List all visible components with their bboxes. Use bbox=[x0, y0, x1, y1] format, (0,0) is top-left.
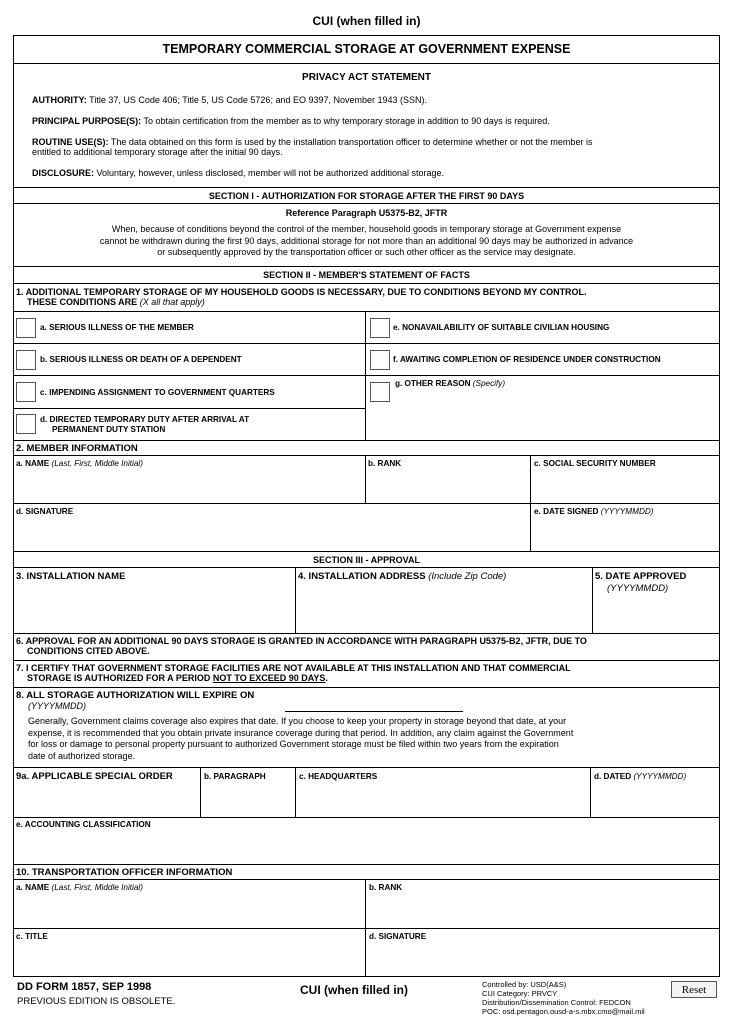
officer-name-text: a. NAME bbox=[16, 883, 50, 892]
item-8-line-3: for loss or damage to personal property pursuant to authorized Government storage must be filed within two years from the expiration bbox=[28, 739, 559, 749]
checkbox-e[interactable] bbox=[370, 318, 390, 338]
item-1-statement bbox=[16, 288, 716, 307]
option-c-label: c. IMPENDING ASSIGNMENT TO GOVERNMENT QUARTERS bbox=[40, 388, 275, 397]
checkbox-c[interactable] bbox=[16, 382, 36, 402]
checkbox-g[interactable] bbox=[370, 382, 390, 402]
section-3-heading: SECTION III - APPROVAL bbox=[312, 555, 420, 565]
member-signature-input[interactable] bbox=[16, 520, 526, 549]
option-g-label bbox=[395, 379, 505, 389]
installation-name-input[interactable] bbox=[16, 588, 292, 630]
option-b-label: b. SERIOUS ILLNESS OR DEATH OF A DEPENDENT bbox=[40, 355, 242, 364]
member-name-label bbox=[16, 459, 143, 469]
special-order-label: 9a. APPLICABLE SPECIAL ORDER bbox=[16, 771, 173, 782]
item-10-heading: 10. TRANSPORTATION OFFICER INFORMATION bbox=[16, 867, 233, 878]
date-signed-hint: (YYYYMMDD) bbox=[600, 507, 654, 516]
member-name-input[interactable] bbox=[16, 472, 362, 501]
reset-button[interactable]: Reset bbox=[671, 981, 717, 998]
option-e-label: e. NONAVAILABILITY OF SUITABLE CIVILIAN HOUSING bbox=[393, 323, 610, 332]
dated-input[interactable] bbox=[594, 786, 717, 815]
cui-control-block bbox=[482, 980, 645, 1016]
cui-marking-top: CUI (when filled in) bbox=[312, 14, 421, 28]
expiration-date-input[interactable] bbox=[285, 698, 463, 712]
item-7-line-2b: NOT TO EXCEED 90 DAYS bbox=[212, 672, 326, 683]
item-8-line-4: date of authorized storage. bbox=[28, 750, 136, 761]
item-1-line-2: THESE CONDITIONS ARE bbox=[27, 296, 138, 307]
dated-hint: (YYYYMMDD) bbox=[633, 772, 687, 781]
other-reason-input[interactable] bbox=[395, 392, 715, 438]
item-8-line-2: expense, it is recommended that you obtain private insurance coverage during that period. In addition, any claim against the Government bbox=[28, 727, 574, 738]
paragraph-label: b. PARAGRAPH bbox=[204, 772, 266, 781]
poc-email: POC: osd.pentagon.ousd-a-s.mbx.cmo@mail.mil bbox=[482, 1007, 645, 1016]
reference-paragraph: Reference Paragraph U5375-B2, JFTR bbox=[285, 208, 448, 218]
date-signed-label bbox=[534, 507, 654, 517]
installation-address-hint: (Include Zip Code) bbox=[428, 571, 507, 582]
cui-category: CUI Category: PRVCY bbox=[482, 989, 558, 998]
checkbox-d[interactable] bbox=[16, 414, 36, 434]
member-rank-input[interactable] bbox=[368, 472, 527, 501]
dissemination-control: Distribution/Dissemination Control: FEDCON bbox=[482, 998, 631, 1007]
checkbox-a[interactable] bbox=[16, 318, 36, 338]
date-signed-text: e. DATE SIGNED bbox=[534, 507, 599, 516]
previous-edition-note: PREVIOUS EDITION IS OBSOLETE. bbox=[17, 996, 176, 1007]
member-signature-label: d. SIGNATURE bbox=[16, 507, 74, 516]
date-approved-label bbox=[595, 571, 686, 595]
option-a-label: a. SERIOUS ILLNESS OF THE MEMBER bbox=[40, 323, 194, 332]
member-name-hint: (Last, First, Middle Initial) bbox=[51, 459, 143, 468]
installation-address-input[interactable] bbox=[298, 588, 589, 630]
member-ssn-input[interactable] bbox=[534, 472, 717, 501]
special-order-input[interactable] bbox=[16, 786, 197, 815]
accounting-classification-input[interactable] bbox=[16, 833, 717, 861]
option-g-text: g. OTHER REASON bbox=[395, 379, 471, 388]
section-1-line-1: When, because of conditions beyond the control of the member, household goods in temporary storage at Government expense bbox=[111, 224, 622, 234]
routine-value-1: The data obtained on this form is used by the installation transportation officer to determine whether or not the member is bbox=[110, 137, 593, 147]
authority-label: AUTHORITY: bbox=[32, 95, 87, 105]
item-6-line-1: 6. APPROVAL FOR AN ADDITIONAL 90 DAYS STORAGE IS GRANTED IN ACCORDANCE WITH PARAGRAPH U5375-B2, JFTR, DUE TO bbox=[16, 636, 587, 646]
installation-name-label: 3. INSTALLATION NAME bbox=[16, 571, 126, 582]
privacy-heading: PRIVACY ACT STATEMENT bbox=[302, 72, 431, 83]
officer-signature-label: d. SIGNATURE bbox=[369, 932, 427, 941]
section-1-line-3: or subsequently approved by the transportation officer or such other officer as the service may designate. bbox=[157, 247, 576, 257]
item-2-heading: 2. MEMBER INFORMATION bbox=[16, 443, 138, 454]
option-g-hint: (Specify) bbox=[472, 379, 506, 388]
member-rank-label: b. RANK bbox=[368, 459, 402, 468]
officer-signature-input[interactable] bbox=[369, 945, 717, 975]
accounting-classification-label: e. ACCOUNTING CLASSIFICATION bbox=[16, 820, 151, 829]
option-d-label bbox=[40, 415, 249, 435]
dated-text: d. DATED bbox=[594, 772, 632, 781]
item-8-heading: 8. ALL STORAGE AUTHORIZATION WILL EXPIRE ON bbox=[16, 690, 255, 701]
checkbox-f[interactable] bbox=[370, 350, 390, 370]
officer-name-input[interactable] bbox=[16, 896, 362, 926]
item-8-line-1: Generally, Government claims coverage also expires that date. If you choose to keep your property in storage beyond that date, at your bbox=[28, 716, 567, 726]
date-approved-text: 5. DATE APPROVED bbox=[595, 571, 687, 582]
installation-address-text: 4. INSTALLATION ADDRESS bbox=[298, 571, 426, 582]
officer-rank-label: b. RANK bbox=[369, 883, 403, 892]
member-ssn-label: c. SOCIAL SECURITY NUMBER bbox=[534, 459, 656, 468]
disclosure-text bbox=[32, 168, 712, 179]
form-number: DD FORM 1857, SEP 1998 bbox=[17, 981, 152, 993]
routine-value-2: entitled to additional temporary storage after the initial 90 days. bbox=[32, 147, 283, 157]
date-approved-hint: (YYYYMMDD) bbox=[607, 583, 669, 594]
officer-name-hint: (Last, First, Middle Initial) bbox=[51, 883, 143, 892]
officer-title-input[interactable] bbox=[16, 945, 362, 975]
officer-title-label: c. TITLE bbox=[16, 932, 48, 941]
headquarters-label: c. HEADQUARTERS bbox=[299, 772, 378, 781]
date-signed-input[interactable] bbox=[534, 520, 717, 549]
purpose-value: To obtain certification from the member as to why temporary storage in addition to 90 days is required. bbox=[143, 116, 550, 126]
authority-text bbox=[32, 95, 712, 106]
installation-address-label bbox=[298, 571, 506, 582]
member-name-text: a. NAME bbox=[16, 459, 50, 468]
section-1-body bbox=[13, 224, 720, 259]
section-1-heading: SECTION I - AUTHORIZATION FOR STORAGE AFTER THE FIRST 90 DAYS bbox=[208, 191, 525, 201]
purpose-text bbox=[32, 116, 712, 127]
item-1-line-1: 1. ADDITIONAL TEMPORARY STORAGE OF MY HOUSEHOLD GOODS IS NECESSARY, DUE TO CONDITIONS BEYOND MY CONTROL. bbox=[16, 287, 587, 297]
routine-label: ROUTINE USE(S): bbox=[32, 137, 109, 147]
routine-text bbox=[32, 137, 716, 157]
form-title: TEMPORARY COMMERCIAL STORAGE AT GOVERNMENT EXPENSE bbox=[162, 42, 571, 56]
item-6-line-2: CONDITIONS CITED ABOVE. bbox=[27, 645, 150, 656]
section-2-heading: SECTION II - MEMBER'S STATEMENT OF FACTS bbox=[263, 270, 470, 280]
authority-value: Title 37, US Code 406; Title 5, US Code 5726; and EO 9397, November 1943 (SSN). bbox=[89, 95, 428, 105]
officer-name-label bbox=[16, 883, 143, 893]
item-1-hint: (X all that apply) bbox=[139, 296, 205, 307]
dated-label bbox=[594, 772, 686, 782]
date-approved-input[interactable] bbox=[595, 598, 717, 630]
item-8-hint: (YYYYMMDD) bbox=[28, 701, 86, 711]
item-7-statement bbox=[16, 664, 716, 683]
item-6-statement bbox=[16, 637, 716, 656]
headquarters-input[interactable] bbox=[299, 786, 587, 815]
item-7-line-2a: STORAGE IS AUTHORIZED FOR A PERIOD bbox=[27, 672, 211, 683]
checkbox-b[interactable] bbox=[16, 350, 36, 370]
option-d-line-2: PERMANENT DUTY STATION bbox=[52, 425, 166, 434]
item-7-line-1: 7. I CERTIFY THAT GOVERNMENT STORAGE FACILITIES ARE NOT AVAILABLE AT THIS INSTALLATION AND THAT COMMERCIAL bbox=[16, 663, 571, 673]
item-8-paragraph bbox=[28, 716, 718, 762]
disclosure-label: DISCLOSURE: bbox=[32, 168, 95, 178]
option-f-label: f. AWAITING COMPLETION OF RESIDENCE UNDER CONSTRUCTION bbox=[393, 355, 661, 364]
controlled-by: Controlled by: USD(A&S) bbox=[482, 980, 567, 989]
disclosure-value: Voluntary, however, unless disclosed, member will not be authorized additional storage. bbox=[96, 168, 445, 178]
officer-rank-input[interactable] bbox=[369, 896, 717, 926]
paragraph-input[interactable] bbox=[204, 786, 292, 815]
cui-marking-bottom: CUI (when filled in) bbox=[300, 983, 408, 997]
section-1-line-2: cannot be withdrawn during the first 90 days, additional storage for not more than an additional 90 days may be authorized in advance bbox=[99, 235, 634, 246]
item-7-line-2c: . bbox=[325, 672, 328, 683]
purpose-label: PRINCIPAL PURPOSE(S): bbox=[32, 116, 142, 126]
option-d-line-1: d. DIRECTED TEMPORARY DUTY AFTER ARRIVAL AT bbox=[40, 415, 250, 424]
